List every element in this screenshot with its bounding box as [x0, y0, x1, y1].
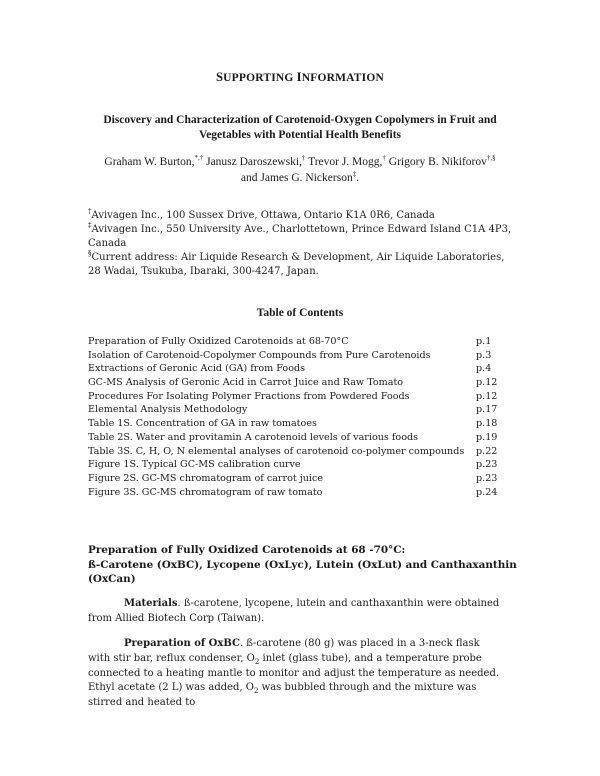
- toc-entry[interactable]: Table 2S. Water and provitamin A carotenoid levels of various foods p.19: [88, 431, 498, 443]
- materials-paragraph: Materials. ß-carotene, lycopene, lutein and canthaxanthin were obtained from Allied Biotech Corp (Taiwan).: [88, 598, 500, 624]
- toc-entry[interactable]: Figure 3S. GC-MS chromatogram of raw tomato p.24: [88, 486, 498, 498]
- toc-entry[interactable]: Figure 2S. GC-MS chromatogram of carrot juice p.23: [88, 472, 498, 484]
- table-of-contents: [88, 335, 504, 499]
- toc-heading: Table of Contents: [256, 307, 344, 319]
- preparation-paragraph: Preparation of OxBC. ß-carotene (80 g) was placed in a 3-neck flask with stir bar, reflux condenser, $O_2$ inlet (glass tube), and a temperature probe connected to a heating mantle to monitor and adjust the temperature as needed. Ethyl acetate (2 L) was added, $O_2$ was bubbled through and the mixture was stirred and heated to: [88, 638, 500, 709]
- paper-title: Discovery and Characterization of Carotenoid-Oxygen Copolymers in Fruit and Vegetables with Potential Health Benefits: [103, 114, 497, 141]
- author-list: Graham W. Burton,*,† Janusz Daroszewski,† Trevor J. Mogg,† Grigory B. Nikiforov†,§ and James G. Nickerson‡.: [104, 154, 496, 184]
- toc-entry[interactable]: Elemental Analysis Methodology p.17: [88, 404, 498, 416]
- toc-entry[interactable]: Table 1S. Concentration of GA in raw tomatoes p.18: [88, 418, 498, 430]
- toc-entry[interactable]: GC-MS Analysis of Geronic Acid in Carrot Juice and Raw Tomato p.12: [88, 377, 498, 389]
- toc-entry[interactable]: Preparation of Fully Oxidized Carotenoids at 68-70°C p.1: [88, 336, 492, 347]
- affiliation-3: §Current address: Air Liquide Research & Development, Air Liquide Laboratories, 28 Wadai, Tsukuba, Ibaraki, 300-4247, Japan.: [88, 249, 505, 277]
- section-heading: Preparation of Fully Oxidized Carotenoids at 68 -70°C: ß-Carotene (OxBC), Lycopene (OxLyc), Lutein (OxLut) and Canthaxanthin (OxCan): [88, 544, 517, 585]
- supporting-information-header: SUPPORTING INFORMATION: [216, 70, 384, 84]
- toc-entry[interactable]: Extractions of Geronic Acid (GA) from Foods p.4: [88, 363, 492, 375]
- toc-entry[interactable]: Isolation of Carotenoid-Copolymer Compounds from Pure Carotenoids p.3: [88, 349, 492, 361]
- toc-entry[interactable]: Figure 1S. Typical GC-MS calibration curve p.23: [88, 459, 498, 471]
- toc-entry[interactable]: Procedures For Isolating Polymer Fractions from Powdered Foods p.12: [88, 390, 498, 402]
- toc-entry[interactable]: Table 3S. C, H, O, N elemental analyses of carotenoid co-polymer compounds p.22: [88, 445, 498, 457]
- affiliation-1: †Avivagen Inc., 100 Sussex Drive, Ottawa, Ontario K1A 0R6, Canada: [88, 207, 435, 221]
- affiliation-2: ‡Avivagen Inc., 550 University Ave., Charlottetown, Prince Edward Island C1A 4P3, Canada: [88, 221, 512, 249]
